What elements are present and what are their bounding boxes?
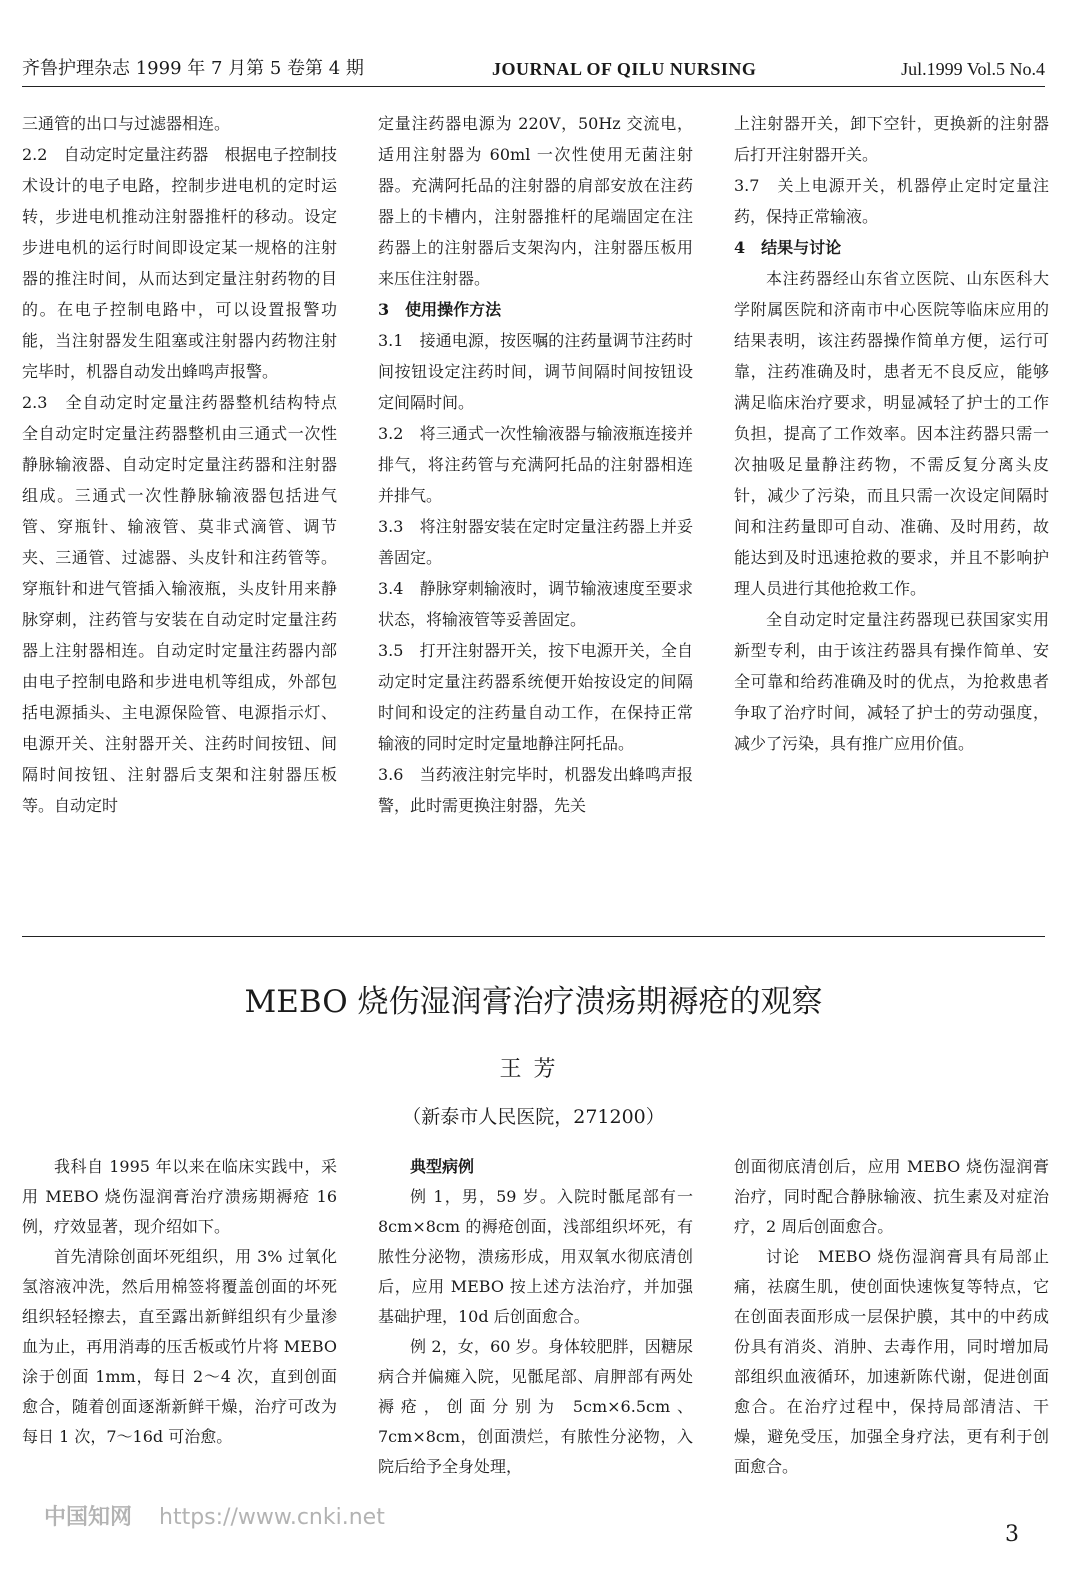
article-title: MEBO 烧伤湿润膏治疗溃疡期褥疮的观察: [244, 984, 823, 1020]
article-author: 王芳: [499, 1057, 568, 1082]
article-affiliation: （新泰市人民医院，271200）: [402, 1106, 665, 1128]
paragraph: 首先清除创面坏死组织，用 3% 过氧化氢溶液冲洗，然后用棉签将覆盖创面的坏死组织轻轻擦去，直至露出新鲜组织有少量渗血为止，再用消毒的压舌板或竹片将 MEBO 涂于创面 1mm，每日 2～4 次，直到创面愈合，随着创面逐渐新鲜干燥，治疗可改为每日 1 次，7～16d 可治愈。: [22, 1247, 337, 1446]
upper-column-3: [734, 108, 1049, 759]
paragraph: 3.5 打开注射器开关，按下电源开关，全自动定时定量注药器系统便开始按设定的间隔时间和设定的注药量自动工作，在保持正常输液的同时定时定量地静注阿托品。: [378, 641, 693, 753]
cnki-watermark: [44, 1503, 385, 1533]
paragraph: 三通管的出口与过滤器相连。: [22, 114, 231, 133]
paragraph: 2.2 自动定时定量注药器 根据电子控制技术设计的电子电路，控制步进电机的定时运转，步进电机推动注射器推杆的移动。设定步进电机的运行时间即设定某一规格的注射器的推注时间，从而达到定量注射药物的目的。在电子控制电路中，可以设置报警功能，当注射器发生阻塞或注射器内药物注射完毕时，机器自动发出蜂鸣声报警。: [22, 145, 337, 381]
header-rule: [22, 86, 1045, 87]
paragraph: 3.2 将三通式一次性输液器与输液瓶连接并排气，将注药管与充满阿托品的注射器相连并排气。: [378, 424, 693, 505]
article-divider: [22, 936, 1045, 937]
watermark-url: https://www.cnki.net: [159, 1505, 385, 1530]
paragraph: 定量注药器电源为 220V，50Hz 交流电，适用注射器为 60ml 一次性使用无菌注射器。充满阿托品的注射器的肩部安放在注药器上的卡槽内，注射器推杆的尾端固定在注药器上的注射器后支架沟内，注射器压板用来压住注射器。: [378, 114, 693, 288]
paragraph: 我科自 1995 年以来在临床实践中，采用 MEBO 烧伤湿润膏治疗溃疡期褥疮 16 例，疗效显著，现介绍如下。: [22, 1157, 337, 1236]
section-heading: 4 结果与讨论: [734, 238, 842, 257]
journal-title-en: JOURNAL OF QILU NURSING: [492, 59, 757, 79]
paragraph: 上注射器开关，卸下空针，更换新的注射器后打开注射器开关。: [734, 114, 1049, 164]
journal-title-cn: 齐鲁护理杂志 1999 年 7 月第 5 卷第 4 期: [22, 58, 364, 79]
paragraph: 讨论 MEBO 烧伤湿润膏具有局部止痛，祛腐生肌，使创面快速恢复等特点，它在创面表面形成一层保护膜，其中的中药成份具有消炎、消肿、去毒作用，同时增加局部组织血液循环，加速新陈代谢，促进创面愈合。在治疗过程中，保持局部清洁、干燥，避免受压，加强全身疗法，更有利于创面愈合。: [734, 1247, 1049, 1476]
paragraph: 本注药器经山东省立医院、山东医科大学附属医院和济南市中心医院等临床应用的结果表明，该注药器操作简单方便，运行可靠，注药准确及时，患者无不良反应，能够满足临床治疗要求，明显减轻了护士的工作负担，提高了工作效率。因本注药器只需一次抽吸足量静注药物，不需反复分离头皮针，减少了污染，而且只需一次设定间隔时间和注药量即可自动、准确、及时用药，故能达到及时迅速抢救的要求，并且不影响护理人员进行其他抢救工作。: [734, 269, 1049, 598]
paragraph: 3.4 静脉穿刺输液时，调节输液速度至要求状态，将输液管等妥善固定。: [378, 579, 693, 629]
paragraph: 3.1 接通电源，按医嘱的注药量调节注药时间按钮设定注药时间，调节间隔时间按钮设定间隔时间。: [378, 331, 693, 412]
section-heading: 3 使用操作方法: [378, 300, 502, 319]
watermark-logo: 中国知网: [44, 1505, 133, 1530]
paragraph: 3.6 当药液注射完毕时，机器发出蜂鸣声报警，此时需更换注射器，先关: [378, 765, 693, 815]
paragraph: 3.7 关上电源开关，机器停止定时定量注药，保持正常输液。: [734, 176, 1049, 226]
paragraph: 3.3 将注射器安装在定时定量注药器上并妥善固定。: [378, 517, 693, 567]
paragraph: 例 2，女，60 岁。身体较肥胖，因糖尿病合并偏瘫入院，见骶尾部、肩胛部有两处褥疮，创面分别为 5cm×6.5cm、7cm×8cm，创面溃烂，有脓性分泌物，入院后给予全身处理，: [378, 1337, 693, 1476]
paragraph: 创面彻底清创后，应用 MEBO 烧伤湿润膏治疗，同时配合静脉输液、抗生素及对症治疗，2 周后创面愈合。: [734, 1157, 1049, 1236]
paragraph: 例 1，男，59 岁。入院时骶尾部有一 8cm×8cm 的褥疮创面，浅部组织坏死，有脓性分泌物，溃疡形成，用双氧水彻底清创后，应用 MEBO 按上述方法治疗，并加强基础护理，10d 后创面愈合。: [378, 1187, 693, 1326]
running-header: [22, 54, 1045, 84]
page-number: 3: [1005, 1522, 1019, 1547]
upper-column-1: [22, 108, 354, 821]
lower-column-1: [22, 1152, 337, 1452]
upper-column-2: [378, 108, 693, 821]
issue-info: Jul.1999 Vol.5 No.4: [901, 59, 1045, 79]
lower-column-2: [378, 1152, 693, 1482]
lower-column-3: [734, 1152, 1049, 1482]
paragraph: 2.3 全自动定时定量注药器整机结构特点 全自动定时定量注药器整机由三通式一次性静脉输液器、自动定时定量注药器和注射器组成。三通式一次性静脉输液器包括进气管、穿瓶针、输液管、莫非式滴管、调节夹、三通管、过滤器、头皮针和注药管等。穿瓶针和进气管插入输液瓶，头皮针用来静脉穿刺，注药管与安装在自动定时定量注药器上注射器相连。自动定时定量注药器内部由电子控制电路和步进电机等组成，外部包括电源插头、主电源保险管、电源指示灯、电源开关、注射器开关、注药时间按钮、间隔时间按钮、注射器后支架和注射器压板等。自动定时: [22, 393, 354, 815]
section-heading: 典型病例: [410, 1157, 475, 1176]
paragraph: 全自动定时定量注药器现已获国家实用新型专利，由于该注药器具有操作简单、安全可靠和给药准确及时的优点，为抢救患者争取了治疗时间，减轻了护士的劳动强度，减少了污染，具有推广应用价值。: [734, 610, 1049, 753]
